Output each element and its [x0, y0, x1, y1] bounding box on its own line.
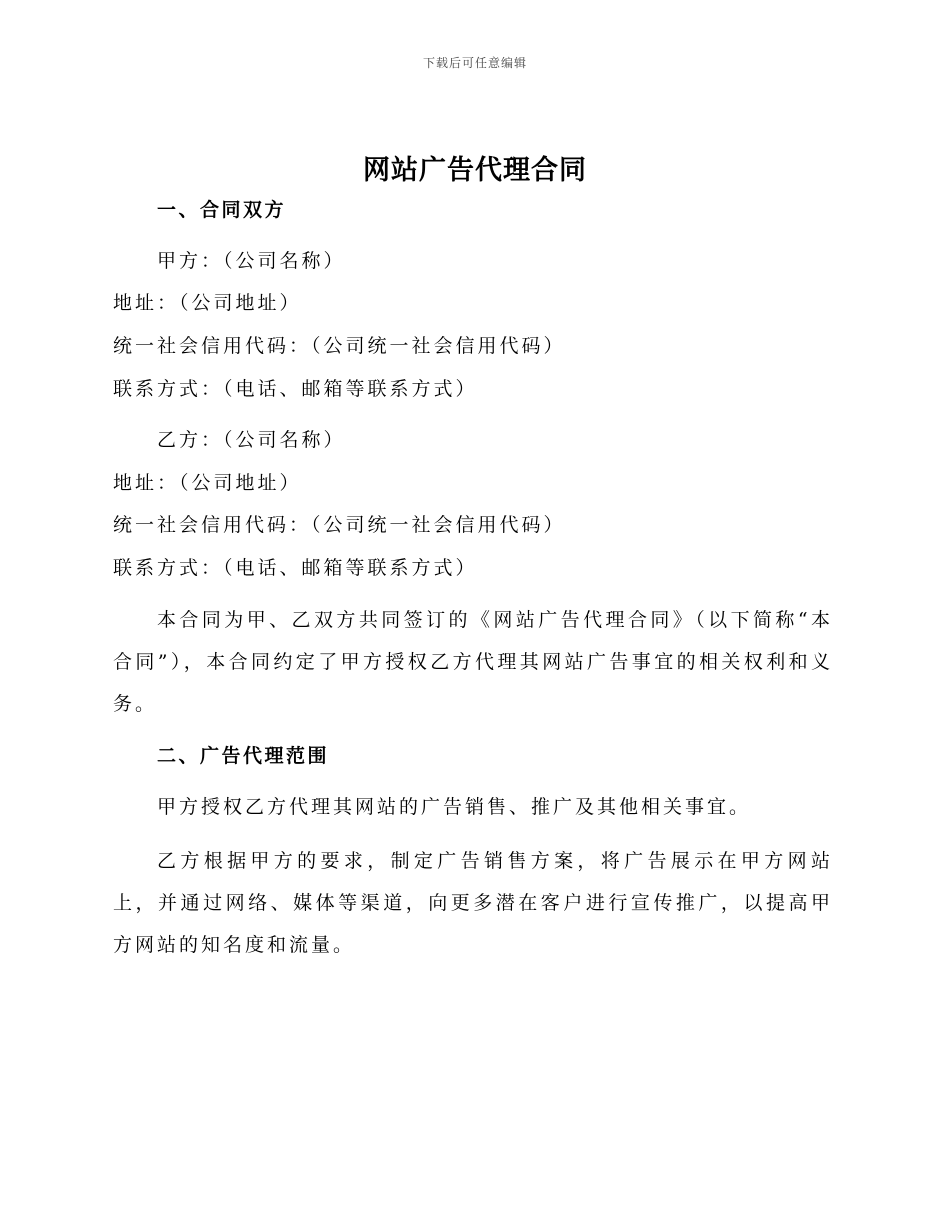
scope-paragraph-2: 乙方根据甲方的要求，制定广告销售方案，将广告展示在甲方网站上，并通过网络、媒体等渠道，向更多潜在客户进行宣传推广，以提高甲方网站的知名度和流量。 — [113, 850, 833, 956]
header-note: 下载后可任意编辑 — [422, 56, 527, 70]
party-a-name: 甲方：（公司名称） — [157, 250, 346, 272]
section-heading-scope: 二、广告代理范围 — [157, 745, 330, 767]
party-b-name: 乙方：（公司名称） — [157, 429, 346, 451]
section-heading-parties: 一、合同双方 — [157, 199, 287, 221]
party-a-address: 地址：（公司地址） — [113, 292, 302, 314]
party-a-credit-code: 统一社会信用代码：（公司统一社会信用代码） — [113, 335, 566, 357]
document-title: 网站广告代理合同 — [363, 155, 587, 186]
party-b-credit-code: 统一社会信用代码：（公司统一社会信用代码） — [113, 514, 566, 536]
scope-paragraph-1: 甲方授权乙方代理其网站的广告销售、推广及其他相关事宜。 — [157, 796, 752, 818]
contract-intro-paragraph: 本合同为甲、乙双方共同签订的《网站广告代理合同》（以下简称“本合同”），本合同约定了甲方授权乙方代理其网站广告事宜的相关权利和义务。 — [113, 609, 833, 715]
party-a-contact: 联系方式：（电话、邮箱等联系方式） — [113, 378, 478, 400]
party-b-address: 地址：（公司地址） — [113, 472, 302, 494]
party-b-contact: 联系方式：（电话、邮箱等联系方式） — [113, 557, 478, 579]
